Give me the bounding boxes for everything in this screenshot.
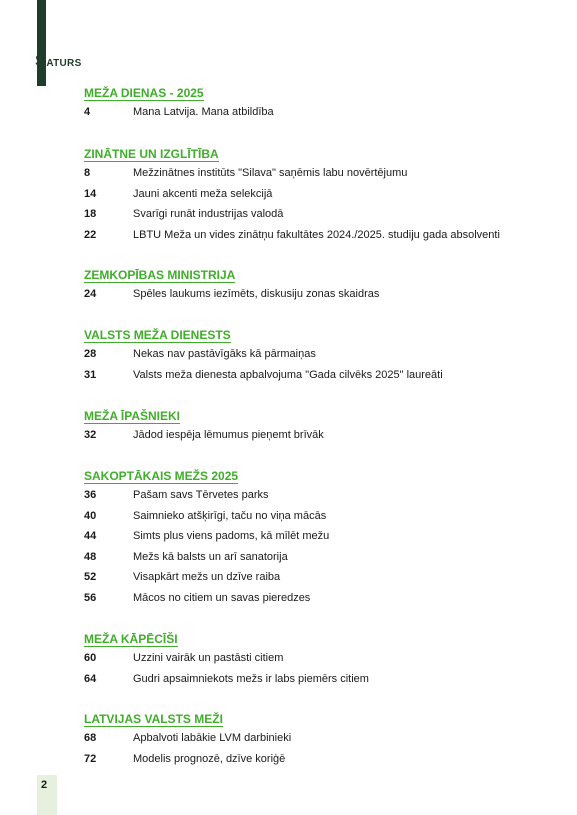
page-number: 2 (41, 779, 48, 791)
entry-title: Visapkārt mežs un dzīve raiba (133, 571, 281, 583)
entry-title: Saimnieko atšķirīgi, taču no viņa mācās (133, 509, 327, 522)
entry-page: 28 (84, 348, 97, 360)
entry-title: Simts plus viens padoms, kā mīlēt mežu (133, 530, 330, 542)
toc-entry[interactable] (84, 728, 554, 749)
entry-title: Mežs kā balsts un arī sanatorija (133, 550, 288, 563)
entry-page: 24 (84, 288, 97, 300)
entry-title: Spēles laukums iezīmēts, diskusiju zonas skaidras (133, 288, 380, 300)
toc-entry[interactable] (84, 204, 554, 225)
toc-entry[interactable] (84, 284, 554, 305)
entry-page: 40 (84, 509, 97, 522)
entry-title: Apbalvoti labākie LVM darbinieki (133, 732, 292, 744)
entry-page: 68 (84, 732, 97, 744)
toc-section (84, 407, 554, 446)
entry-title: Gudri apsaimniekots mežs ir labs piemērs citiem (133, 672, 369, 685)
toc-section (84, 326, 554, 385)
section-title: LATVIJAS VALSTS MEŽI (84, 712, 223, 726)
entry-page: 56 (84, 591, 97, 604)
entry-title: LBTU Meža un vides zinātņu fakultātes 2024./2025. studiju gada absolventi (133, 228, 500, 241)
toc-entry[interactable] (84, 567, 554, 588)
page-title-rest: ATURS (46, 58, 82, 69)
entry-page: 44 (84, 530, 97, 542)
entry-title: Jauni akcenti meža selekcijā (133, 187, 273, 200)
entry-title: Uzzini vairāk un pastāsti citiem (133, 652, 284, 664)
toc-entry[interactable] (84, 225, 554, 246)
toc-section (84, 84, 554, 123)
entry-title: Mana Latvija. Mana atbildība (133, 106, 274, 118)
entry-title: Jādod iespēja lēmumus pieņemt brīvāk (133, 429, 324, 441)
entry-title: Valsts meža dienesta apbalvojuma "Gada cilvēks 2025" laureāti (133, 368, 443, 381)
entry-page: 36 (84, 489, 97, 501)
toc-section (84, 145, 554, 245)
section-title: VALSTS MEŽA DIENESTS (84, 328, 231, 342)
entry-title: Modelis prognozē, dzīve koriģē (133, 752, 286, 765)
toc-entry[interactable] (84, 648, 554, 669)
section-title: MEŽA KĀPĒCĪŠI (84, 632, 178, 646)
section-title: ZEMKOPĪBAS MINISTRIJA (84, 268, 236, 282)
entry-page: 60 (84, 652, 97, 664)
entry-title: Nekas nav pastāvīgāks kā pārmaiņas (133, 348, 316, 360)
entry-page: 32 (84, 429, 97, 441)
entry-page: 52 (84, 571, 97, 583)
entry-page: 48 (84, 550, 97, 563)
entry-page: 31 (84, 368, 97, 381)
entry-page: 14 (84, 187, 97, 200)
toc-entry[interactable] (84, 588, 554, 609)
entry-title: Svarīgi runāt industrijas valodā (133, 208, 284, 220)
toc-section (84, 710, 554, 769)
entry-page: 8 (84, 167, 91, 179)
toc-section (84, 266, 554, 305)
entry-title: Mežzinātnes institūts "Silava" saņēmis labu novērtējumu (133, 167, 408, 179)
entry-title: Pašam savs Tērvetes parks (133, 489, 269, 501)
toc-entry[interactable] (84, 526, 554, 547)
section-title: MEŽA ĪPAŠNIEKI (84, 409, 181, 423)
toc-entry[interactable] (84, 365, 554, 386)
toc-entry[interactable] (84, 425, 554, 446)
entry-page: 72 (84, 752, 97, 765)
toc-entry[interactable] (84, 102, 554, 123)
toc-entry[interactable] (84, 184, 554, 205)
section-title: SAKOPTĀKAIS MEŽS 2025 (84, 469, 239, 483)
entry-page: 22 (84, 228, 97, 241)
side-accent-bar (37, 0, 46, 86)
entry-page: 4 (84, 106, 91, 118)
page-title (35, 51, 82, 71)
toc-section (84, 630, 554, 689)
toc-entry[interactable] (84, 547, 554, 568)
toc-entry[interactable] (84, 669, 554, 690)
toc-entry[interactable] (84, 485, 554, 506)
entry-page: 18 (84, 208, 97, 220)
section-title: ZINĀTNE UN IZGLĪTĪBA (84, 147, 219, 161)
page-title-initial: S (35, 51, 47, 70)
entry-title: Mācos no citiem un savas pieredzes (133, 591, 311, 604)
toc-entry[interactable] (84, 163, 554, 184)
section-title: MEŽA DIENAS - 2025 (84, 86, 204, 100)
toc-entry[interactable] (84, 506, 554, 527)
toc-entry[interactable] (84, 344, 554, 365)
toc-section (84, 467, 554, 608)
entry-page: 64 (84, 672, 97, 685)
toc-entry[interactable] (84, 749, 554, 770)
